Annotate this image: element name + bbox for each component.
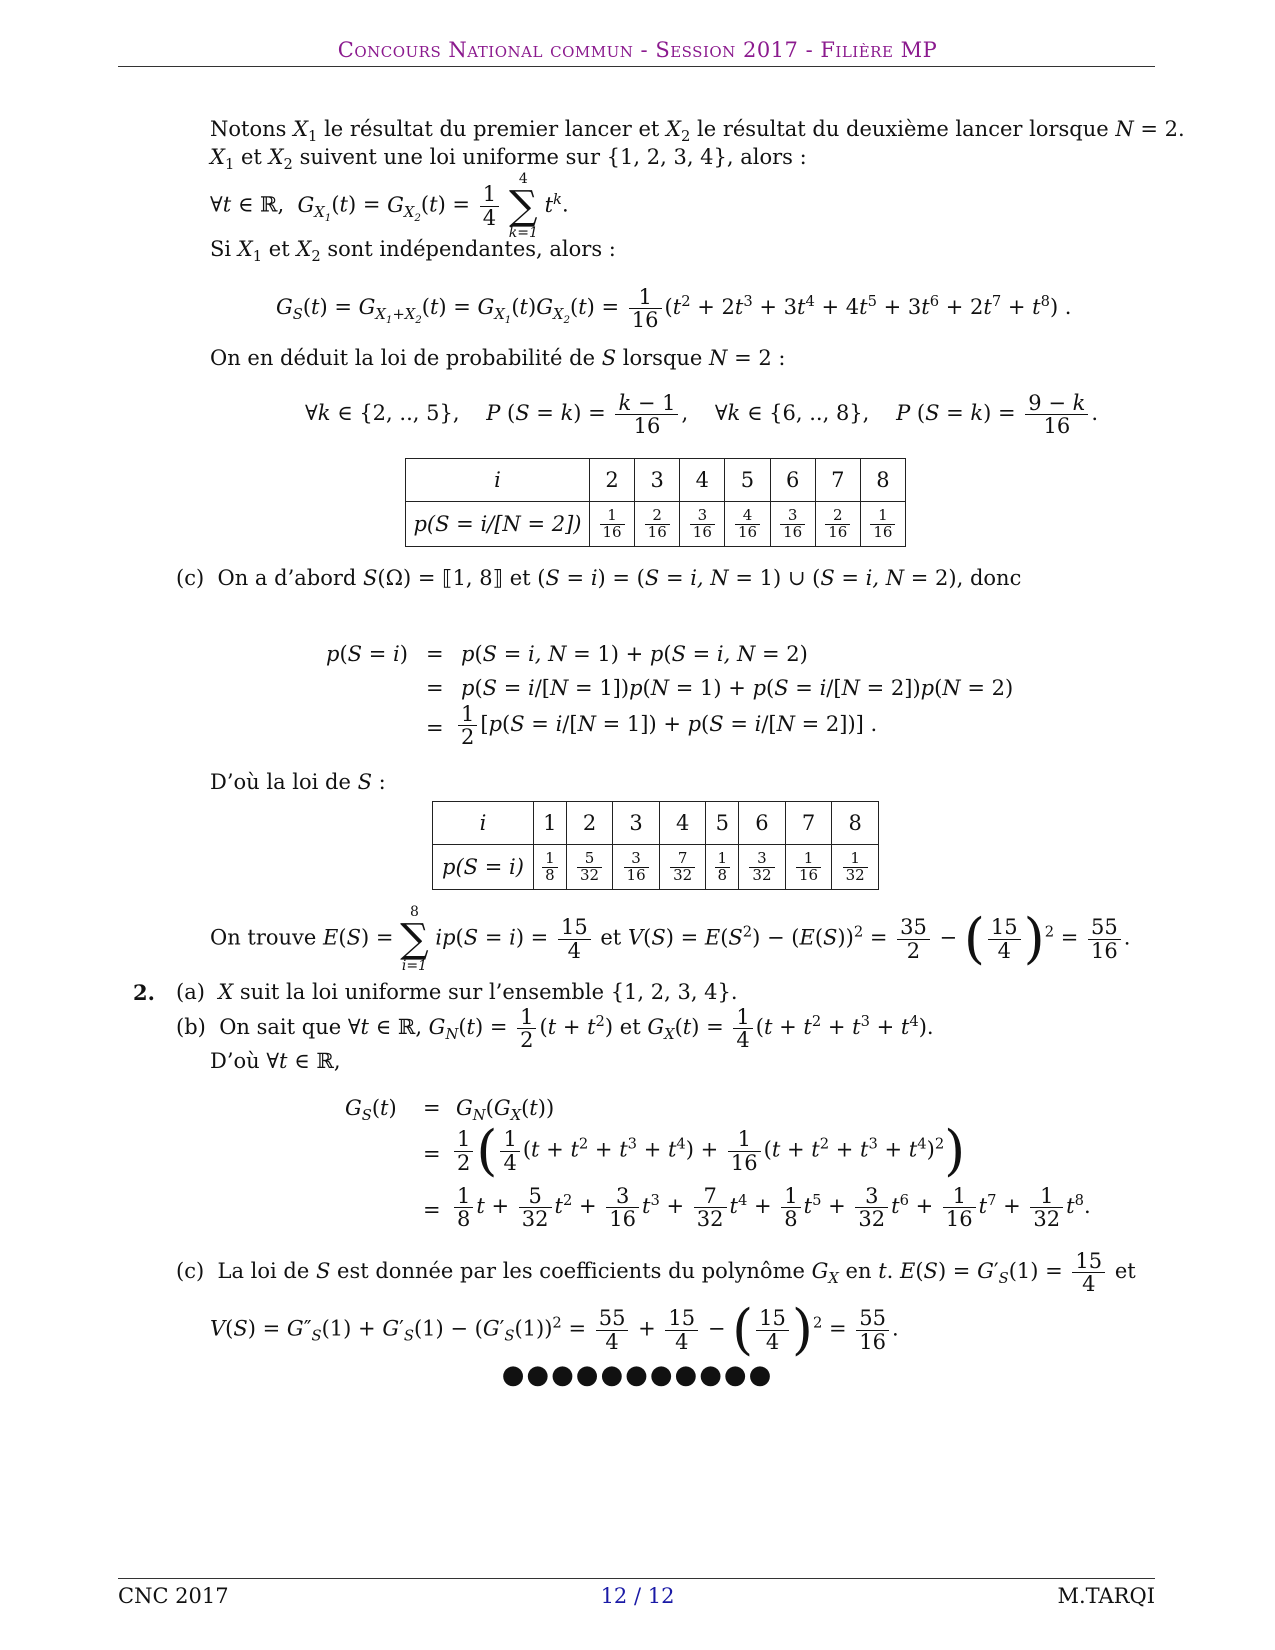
table-cell: $\frac{5}{32}$ — [577, 851, 602, 884]
table-row-label: p(S = i) — [433, 845, 534, 890]
paragraph-dou-t: D’où ∀t ∈ ℝ, — [210, 1049, 341, 1073]
header-rule — [118, 66, 1155, 67]
table-cell: $\frac{3}{16}$ — [690, 508, 715, 541]
table-col: 1 — [534, 802, 567, 845]
table-cell: $\frac{1}{32}$ — [843, 851, 868, 884]
table-cell: $\frac{1}{8}$ — [715, 851, 731, 884]
table-cell: $\frac{3}{32}$ — [749, 851, 774, 884]
table-cell: $\frac{7}{32}$ — [670, 851, 695, 884]
table-header-label: i — [406, 459, 590, 502]
table-cell: $\frac{1}{16}$ — [600, 508, 625, 541]
table-col: 8 — [832, 802, 879, 845]
item-c-first: (c) On a d’abord S(Ω) = ⟦1, 8⟧ et (S = i) = (S = i, N = 1) ∪ (S = i, N = 2), donc — [176, 566, 1022, 590]
table-col: 4 — [659, 802, 706, 845]
paragraph-uniform: $X_1$ et $X_2$ suivent une loi uniforme sur {1, 2, 3, 4}, alors : — [210, 145, 807, 174]
table-col: 6 — [739, 802, 786, 845]
formula-expectation-variance: On trouve E(S) = 8 ∑ i=1 ip(S = i) = $\frac{15}{4}$ et $V(S) = E(S^2) - (E(S))^2$ = $\frac{35}{2}$ − ( $\frac{15}{4}$ )$^2$ = $\frac{55}{16}$ . — [210, 904, 1131, 974]
item-2a: (a) X suit la loi uniforme sur l’ensemble {1, 2, 3, 4}. — [176, 980, 738, 1004]
table-col: 5 — [706, 802, 739, 845]
formula-gs-product: $G_S(t) = G_{X_1+X_2}(t) = G_{X_1}(t)G_{X_2}(t)$ = $\frac{1}{16}$ $(t^2 + 2t^3 + 3t^4 + 4t^5 + 3t^6 + 2t^7 + t^8)$ . — [276, 285, 1072, 333]
footer-author: M.TARQI — [1057, 1584, 1155, 1608]
formula-variance-2c: $V(S) = G''_S(1) + G'_S(1) - (G'_S(1))^2$ = $\frac{55}{4}$ + $\frac{15}{4}$ − ( $\frac{15}{4}$ )$^2$ = $\frac{55}{16}$ . — [210, 1298, 899, 1361]
law-table-n2 — [405, 458, 906, 547]
table-col: 6 — [770, 459, 815, 502]
footer-rule — [118, 1578, 1155, 1579]
table-row-label: p(S = i/[N = 2]) — [406, 502, 590, 547]
table-col: 7 — [785, 802, 832, 845]
table-header-label: i — [433, 802, 534, 845]
item-2b: (b) On sait que ∀t ∈ ℝ, $G_N(t)$ = $\frac{1}{2}$ $(t + t^2)$ et $G_X(t)$ = $\frac{1}{4}$ $(t + t^2 + t^3 + t^4)$. — [176, 1005, 934, 1053]
table-cell: $\frac{4}{16}$ — [735, 508, 760, 541]
table-cell: $\frac{3}{16}$ — [780, 508, 805, 541]
paragraph-deduit: On en déduit la loi de probabilité de S lorsque N = 2 : — [210, 346, 786, 370]
table-col: 2 — [590, 459, 635, 502]
footer-page-number: 12 / 12 — [600, 1584, 675, 1608]
table-cell: $\frac{1}{8}$ — [542, 851, 558, 884]
question-2-label: 2. — [133, 980, 155, 1005]
table-col: 3 — [613, 802, 660, 845]
table-cell: $\frac{1}{16}$ — [870, 508, 895, 541]
paragraph-notons: Notons $X_1$ le résultat du premier lancer et $X_2$ le résultat du deuxième lancer lorsque N = 2. — [210, 117, 1185, 146]
table-col: 8 — [860, 459, 905, 502]
formula-gx: ∀t ∈ ℝ, $G_{X_1}(t) = G_{X_2}(t)$ = $\frac{1}{4}$ 4 ∑ k=1 $t^k$. — [210, 171, 569, 241]
table-col: 5 — [725, 459, 770, 502]
table-col: 3 — [635, 459, 680, 502]
paragraph-loi-s: D’où la loi de S : — [210, 770, 386, 794]
table-col: 4 — [680, 459, 725, 502]
table-cell: $\frac{1}{16}$ — [796, 851, 821, 884]
footer-left: CNC 2017 — [118, 1584, 229, 1608]
law-table-s — [432, 801, 879, 890]
end-dots: ●●●●●●●●●●● — [501, 1360, 774, 1390]
paragraph-independent: Si $X_1$ et $X_2$ sont indépendantes, alors : — [210, 237, 616, 266]
formula-law-n2: ∀k ∈ {2, .., 5}, P (S = k) = $\frac{k - 1}{16}$ , ∀k ∈ {6, .., 8}, P (S = k) = $\frac{9 - k}{16}$ . — [305, 391, 1099, 439]
table-col: 2 — [566, 802, 613, 845]
table-cell: $\frac{3}{16}$ — [624, 851, 649, 884]
table-cell: $\frac{2}{16}$ — [645, 508, 670, 541]
item-2c: (c) La loi de S est donnée par les coefficients du polynôme $G_X$ en t. $E(S) = G'_S(1)$ = $\frac{15}{4}$ et — [176, 1249, 1136, 1297]
table-col: 7 — [815, 459, 860, 502]
table-cell: $\frac{2}{16}$ — [825, 508, 850, 541]
page-header: Concours National commun - Session 2017 - Filière MP — [337, 38, 938, 62]
